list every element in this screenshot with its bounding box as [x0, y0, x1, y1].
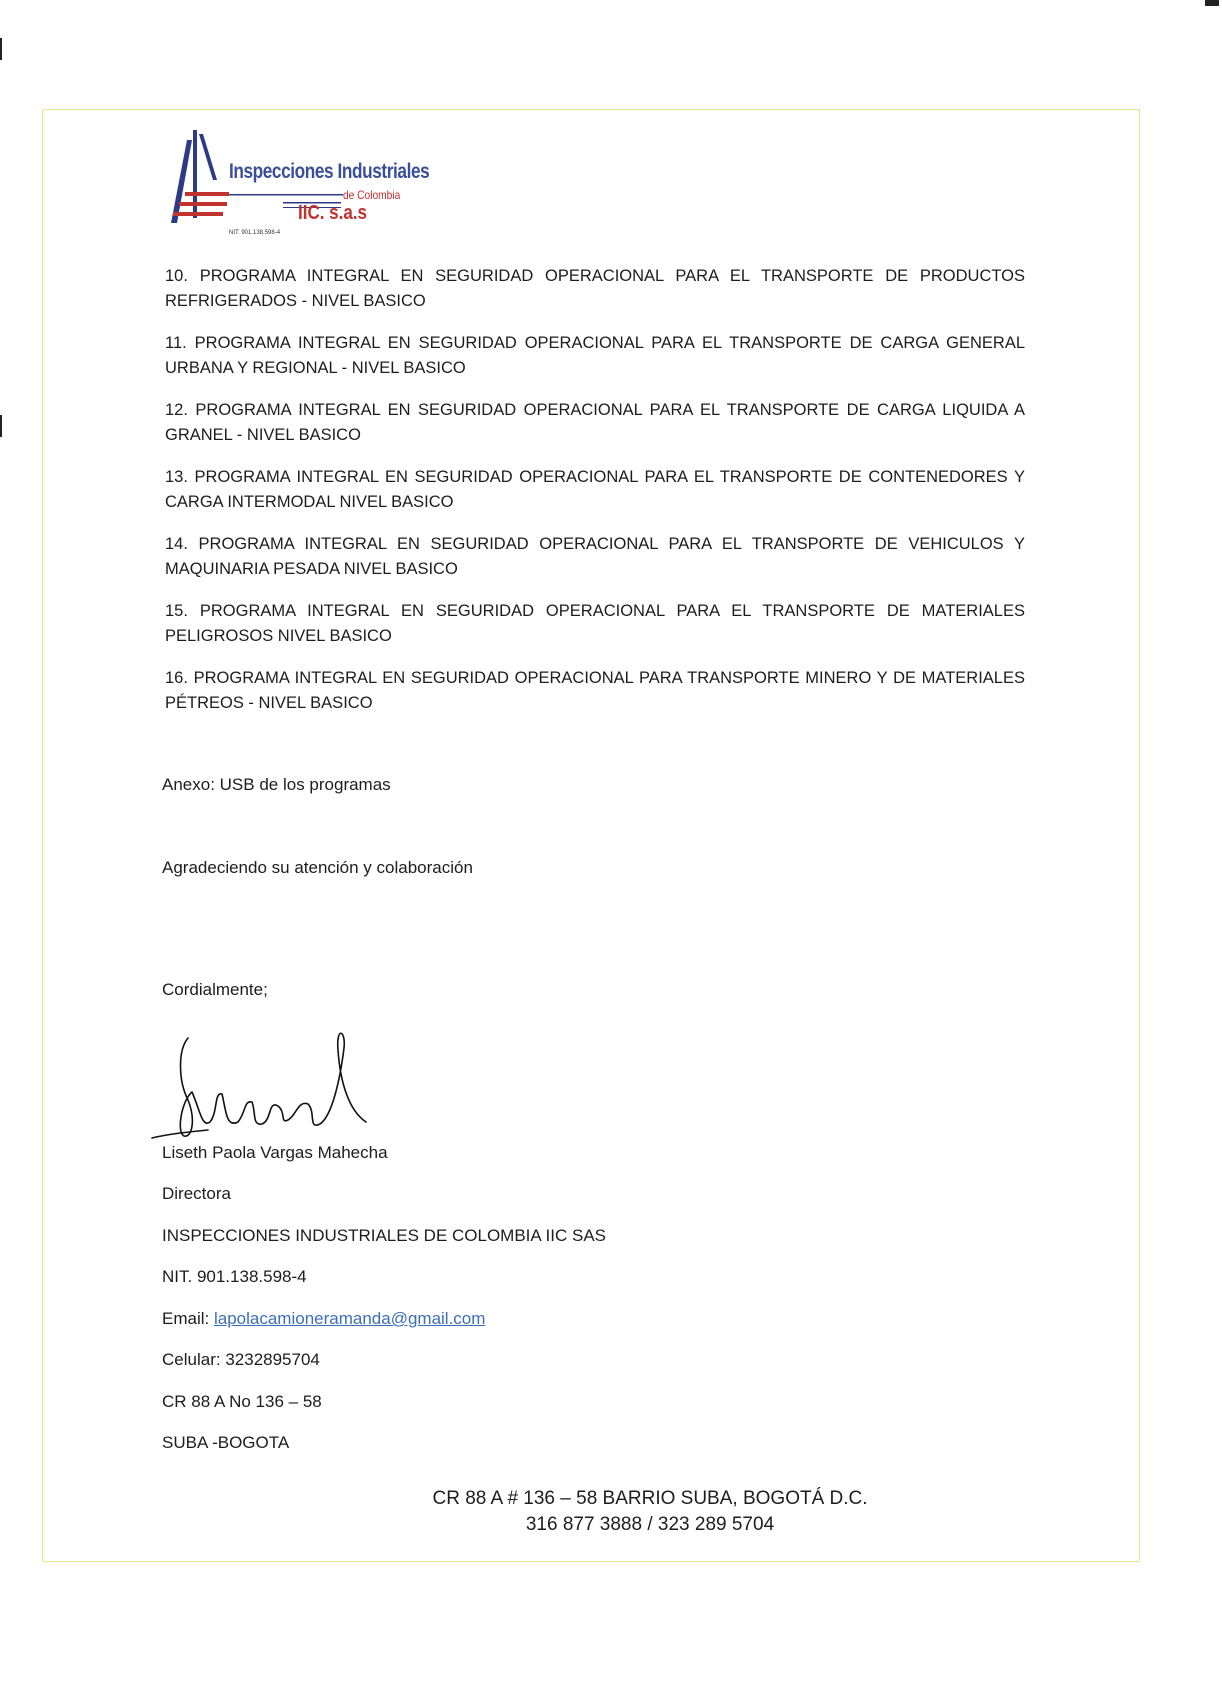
scan-edge-mark	[0, 38, 2, 60]
scan-edge-mark	[0, 415, 2, 437]
signer-company: INSPECCIONES INDUSTRIALES DE COLOMBIA IIC SAS	[162, 1226, 606, 1245]
email-label: Email:	[162, 1309, 210, 1328]
footer-address: CR 88 A # 136 – 58 BARRIO SUBA, BOGOTÁ D.C.	[432, 1488, 868, 1509]
program-item: 14. PROGRAMA INTEGRAL EN SEGURIDAD OPERACIONAL PARA EL TRANSPORTE DE VEHICULOS Y MAQUINARIA PESADA NIVEL BASICO	[165, 535, 1025, 578]
email-link[interactable]: lapolacamioneramanda@gmail.com	[213, 1309, 486, 1328]
phone-value: 3232895704	[225, 1350, 320, 1369]
signer-name: Liseth Paola Vargas Mahecha	[162, 1143, 388, 1162]
logo-name: Inspecciones Industriales	[229, 160, 430, 183]
program-item: 12. PROGRAMA INTEGRAL EN SEGURIDAD OPERACIONAL PARA EL TRANSPORTE DE CARGA LIQUIDA A GRANEL - NIVEL BASICO	[165, 401, 1025, 444]
program-item: 13. PROGRAMA INTEGRAL EN SEGURIDAD OPERACIONAL PARA EL TRANSPORTE DE CONTENEDORES Y CARGA INTERMODAL NIVEL BASICO	[165, 468, 1025, 511]
thanks-line: Agradeciendo su atención y colaboración	[162, 858, 473, 877]
signer-nit: NIT. 901.138.598-4	[162, 1267, 307, 1286]
scan-edge-mark	[1205, 0, 1219, 6]
program-item: 10. PROGRAMA INTEGRAL EN SEGURIDAD OPERACIONAL PARA EL TRANSPORTE DE PRODUCTOS REFRIGERADOS - NIVEL BASICO	[165, 267, 1025, 310]
program-item: 11. PROGRAMA INTEGRAL EN SEGURIDAD OPERACIONAL PARA EL TRANSPORTE DE CARGA GENERAL URBANA Y REGIONAL - NIVEL BASICO	[165, 334, 1025, 377]
footer-phones: 316 877 3888 / 323 289 5704	[525, 1514, 775, 1535]
program-list	[165, 264, 1025, 733]
program-item: 16. PROGRAMA INTEGRAL EN SEGURIDAD OPERACIONAL PARA TRANSPORTE MINERO Y DE MATERIALES PÉTREOS - NIVEL BASICO	[165, 669, 1025, 712]
signer-address: CR 88 A No 136 – 58	[162, 1392, 322, 1411]
email-line	[162, 1309, 485, 1329]
closing-line: Cordialmente;	[162, 980, 268, 999]
program-item: 15. PROGRAMA INTEGRAL EN SEGURIDAD OPERACIONAL PARA EL TRANSPORTE DE MATERIALES PELIGROSOS NIVEL BASICO	[165, 602, 1025, 645]
phone-line	[162, 1350, 320, 1370]
logo-mark-icon	[165, 130, 235, 225]
company-logo	[165, 130, 430, 240]
signer-city: SUBA -BOGOTA	[162, 1433, 290, 1452]
logo-brand: IIC. s.a.s	[298, 202, 367, 224]
phone-label: Celular:	[162, 1350, 221, 1369]
signer-title: Directora	[162, 1184, 231, 1203]
logo-subtitle: de Colombia	[343, 188, 401, 202]
logo-nit: NIT: 901.138.598-4	[229, 230, 281, 236]
annex-line: Anexo: USB de los programas	[162, 775, 391, 794]
signature	[148, 1020, 408, 1140]
